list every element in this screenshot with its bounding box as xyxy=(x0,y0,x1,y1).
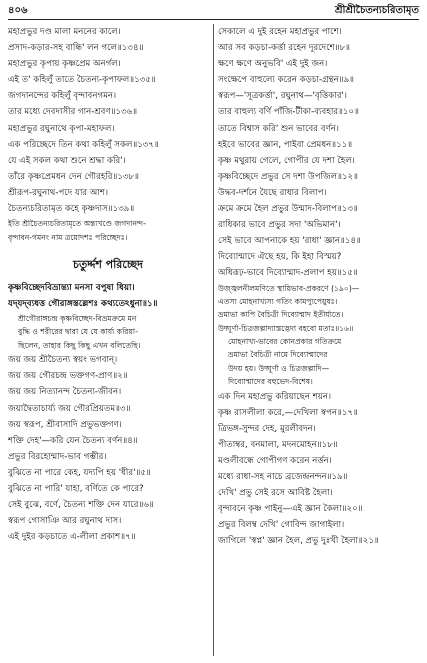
text-line: শক্তি দেহ'—করি যেন চৈতন্য বর্ণন॥৪॥ xyxy=(8,435,138,446)
text-line: আর সব কড়চা-কর্ত্তা রহেন দূরদেশে॥৮॥ xyxy=(218,43,351,54)
text-line: প্রভুর বিলম্ব দেখি' গোবিন্দ জাগাইলা। xyxy=(218,520,345,531)
text-line: মধ্যে রাধা-সহ নাচে ব্রজেন্দ্রনন্দন॥১৯॥ xyxy=(218,472,348,483)
text-line: বুদ্ধি ও শরীরের দ্বারা যে যে কার্য্য করিয়া- xyxy=(18,327,138,337)
right-column-text xyxy=(218,24,418,550)
text-line: অধিরূঢ়-ভাবে দিব্যোন্মাদ-প্রলাপ হয়॥১৫॥ xyxy=(218,268,358,279)
text-line: তার মধ্যে দেবদাসীর গান-শ্রবণ॥১৩৬॥ xyxy=(8,107,138,118)
text-line: উজ্জ্বলনীলমণিতে স্থায়িভাব-প্রকরণে (১৯০)— xyxy=(218,283,360,293)
left-column xyxy=(8,24,208,656)
text-line: কৃষ্ণবিচ্ছেদে প্রভুর সে দশা উপজিল॥১২॥ xyxy=(218,171,358,182)
text-line: কৃষ্ণ রাসলীলা করে,—দেখিলা স্বপন॥১৭॥ xyxy=(218,407,358,418)
running-title: শ্রীশ্রীচৈতন্যচরিতামৃত xyxy=(335,5,419,16)
text-line: উদয় হয়। উদ্ঘূর্ণা ও চিত্রজল্পাদি— xyxy=(228,363,330,373)
text-line: দিব্যোন্মাদের বহুভেদ-বিশেষ। xyxy=(228,377,313,387)
text-line: দেখি' প্রভু সেই রসে আবিষ্ট হৈলা। xyxy=(218,488,333,499)
text-line: উদ্ধব-দর্শনে যৈছে রাধার বিলাপ। xyxy=(218,187,327,198)
text-line: প্রসাদ-কড়ার-সহ বান্ধি' লন গলে॥১৩৪॥ xyxy=(8,43,144,54)
text-line: মহাপ্রভুর রঘুনাথে কৃপা-মহাফল। xyxy=(8,123,115,134)
text-line: এক দিন মহাপ্রভু করিয়াছেন শয়ন। xyxy=(218,391,332,402)
text-line: পীতাম্বর, বনমালা, মদনমোহন॥১৮॥ xyxy=(218,439,338,450)
text-line: সেকালে এ দুই রহেন মহাপ্রভুর পাশে। xyxy=(218,27,342,37)
text-line: এক পরিচ্ছেদে তিন কথা কহিলুঁ সকল॥১৩৭॥ xyxy=(8,139,159,150)
text-line: এই ত' কহিলুঁ তাতে চৈতন্য-কৃপাফল॥১৩৫॥ xyxy=(8,75,156,86)
text-line: উদ্ঘূর্ণা-চিত্রজল্পাদ্যাস্তদ্ভেদা বহবো মতাঃ॥১৬॥ xyxy=(218,323,354,333)
text-line: জগদানন্দের কহিলুঁ বৃন্দাবনগমন। xyxy=(8,91,117,102)
text-line: রাধিকার ভাবে প্রভুর সদা 'অভিমান'। xyxy=(218,220,341,231)
text-line: ইতি শ্রীচৈতন্যচরিতামৃতে অন্ত্যখণ্ডে জগদানন্দ- xyxy=(8,219,146,229)
text-line: তাতে বিশ্বাস করি' শুন ভাবের বর্ণন। xyxy=(218,123,339,134)
text-line: কৃষ্ণ মথুরায় গেলে, গোপীর যে দশা হৈল। xyxy=(218,155,355,166)
left-column-bottom-text xyxy=(8,280,208,545)
page-header xyxy=(8,3,419,20)
text-line: কৃষ্ণবিচ্ছেদবিভ্রান্ত্যা মনসা বপুষা ধিয়া। xyxy=(8,282,135,293)
text-line: ক্রমে ক্রমে হৈল প্রভুর উন্মাদ-বিলাপ॥১৩॥ xyxy=(218,204,358,215)
text-line: তাঁরে কৃষ্ণপ্রেমধন দেন গৌরহরি॥১৩৮॥ xyxy=(8,171,139,182)
text-line: শ্রীরূপ-রঘুনাথ-পদে যার আশ। xyxy=(8,187,109,198)
text-line: সংক্ষেপে বাহুল্যে করেন কড়চা-গ্রন্থন॥৯॥ xyxy=(218,75,355,86)
text-line: শ্রীগৌরাঙ্গচন্দ্র কৃষ্ণবিচ্ছেদ-বিভ্রমক্রমে মন xyxy=(18,314,137,324)
text-line: জাগিলে 'স্বপ্ন' জ্ঞান হৈল, প্রভু দুঃখী হৈলা॥২১॥ xyxy=(218,536,379,547)
text-line: যদ্‌যদ্‌ব্যধত্ত গৌরাঙ্গস্তল্লেশঃ কথ্যতেঽধুনা॥১॥ xyxy=(8,299,158,309)
chapter-heading: চতুর্দ্দশ পরিচ্ছেদ xyxy=(73,257,143,271)
text-line: মহাপ্রভুর দণ্ড মালা মননের কালে। xyxy=(8,27,121,37)
text-line: ক্ষণে ক্ষণে অনুভবি' এই দুই জন। xyxy=(218,59,328,70)
text-line: প্রভুর বিরহোন্মাদ-ভাব গম্ভীর। xyxy=(8,451,107,462)
text-line: সেই বুঝে, বর্ণে, চৈতন্য শক্তি দেন যারে॥৬॥ xyxy=(8,500,154,511)
text-line: মহাপ্রভুর কৃপায় কৃষ্ণপ্রেম অনর্গল। xyxy=(8,59,121,70)
text-line: মণ্ডলীবন্ধে গোপীগণ করেন নর্ত্তন। xyxy=(218,456,332,466)
text-line: ভ্রমাভা কাপি বৈচিত্রী দিব্যোন্মাদ ইতীর্য্যতে। xyxy=(218,310,344,320)
text-line: তার বাহুল্য বর্ণি পাঁজি-টীকা-ব্যবহার॥১০॥ xyxy=(218,107,359,118)
left-column-top-text xyxy=(8,24,208,244)
text-line: ত্রিভঙ্গ-সুন্দর দেহ, মুরলীবদন। xyxy=(218,423,316,434)
text-line: জয় জয় শ্রীচৈতন্য স্বয়ং ভগবান্। xyxy=(8,355,118,366)
column-divider xyxy=(213,24,214,656)
text-line: স্বরূপ গোসাঞি আর রঘুনাথ দাস। xyxy=(8,516,122,527)
text-line: বৃন্দাবন-গমনং নাম ত্রয়োদশঃ পরিচ্ছেদঃ। xyxy=(8,232,128,242)
text-line: বৃন্দাবনে কৃষ্ণ পাইনু—এই জ্ঞান কৈলা॥২০॥ xyxy=(218,504,363,515)
text-line: ভ্রমাভা বৈচিত্রী নামে দিব্যোন্মাদের xyxy=(228,350,328,360)
text-columns xyxy=(8,24,419,656)
right-column xyxy=(218,24,418,656)
text-line: জয়াদ্বৈতাচার্য্য জয় গৌরপ্রিয়তম॥৩॥ xyxy=(8,403,131,414)
text-line: হইবে ভাবের জ্ঞান, পাইবা প্রেমধন॥১১॥ xyxy=(218,139,353,150)
text-line: স্বরূপ—'সূত্রকর্ত্তা', রঘুনাথ—'বৃত্তিকার'। xyxy=(218,91,347,102)
page-number: ৪০৬ xyxy=(8,5,28,16)
text-line: দিব্যোন্মাদে ঐছে হয়, কি ইহা বিস্ময়? xyxy=(218,252,342,263)
text-line: এই দুইর কড়চাতে এ-লীলা প্রকাশ॥৭॥ xyxy=(8,532,136,543)
text-line: জয় জয় নিত্যানন্দ চৈতন্য-জীবন। xyxy=(8,387,122,398)
text-line: বুঝিতে না পারি' যাহা, বর্ণিতে কে পারে? xyxy=(8,484,144,495)
text-line: সেই ভাবে আপনাকে হয় 'রাধা' জ্ঞান॥১৪॥ xyxy=(218,236,361,247)
text-line: এতস্য মোহনাখ্যস্য গতিং কামপ্যুপেয়ুষঃ। xyxy=(218,296,338,306)
text-line: বুঝিতে না পারে কেহ, যদ্যপি হয় 'ধীর'॥৫॥ xyxy=(8,467,151,478)
text-line: চৈতন্যচরিতামৃত কহে কৃষ্ণদাস॥১৩৯॥ xyxy=(8,204,135,215)
text-line: মোহনাখ্য-ভাবের কোনপ্রকার গতিক্রমে xyxy=(228,337,342,347)
text-line: ছিলেন, তাহার কিছু কিছু এখন বলিতেছি। xyxy=(18,340,141,350)
text-line: জয় স্বরূপ, শ্রীবাসাদি প্রভুভক্তগণ। xyxy=(8,419,122,430)
text-line: জয় জয় গৌরচন্দ্র ভক্তগণ-প্রাণ॥২॥ xyxy=(8,371,128,382)
text-line: যে এই সকল কথা শুনে শ্রদ্ধা করি'। xyxy=(8,155,126,166)
